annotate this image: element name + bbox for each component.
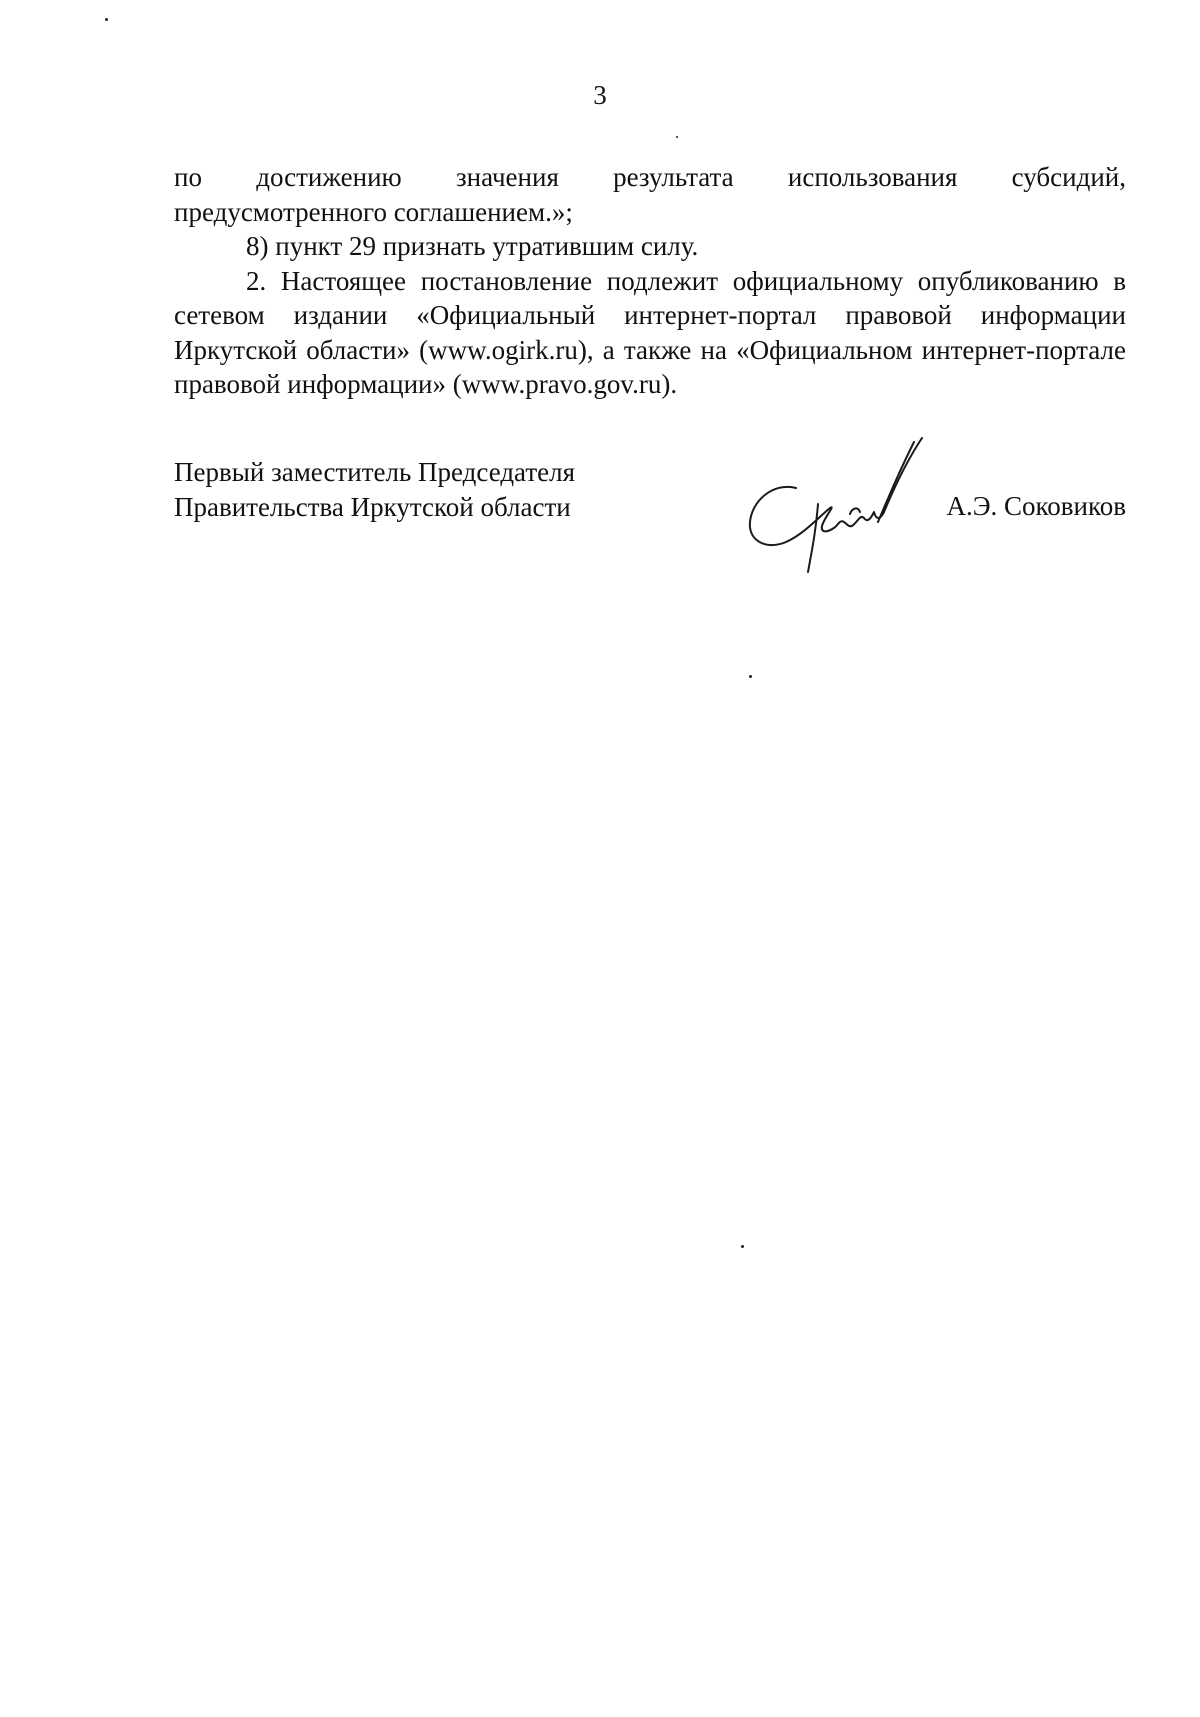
signer-title-line-2: Правительства Иркутской области — [174, 491, 571, 522]
page-number: 3 — [593, 80, 607, 110]
scan-speck — [105, 18, 108, 21]
document-body — [174, 160, 1126, 402]
paragraph-continuation-end: предусмотренного соглашением.»; — [174, 196, 573, 227]
paragraph-point-2: 2. Настоящее постановление подлежит официальному опубликованию в сетевом издании «Официальный интернет-портал правовой информации Иркутской области» (www.ogirk.ru), а также на «Официальном интернет-портале правовой информации» (www.pravo.gov.ru). — [174, 265, 1126, 399]
paragraph-item-8: 8) пункт 29 признать утратившим силу. — [246, 231, 699, 261]
paragraph-continuation: по достижению значения результата использования субсидий, — [174, 162, 1126, 192]
signer-title — [174, 455, 734, 524]
scan-speck — [676, 136, 678, 138]
scan-speck — [749, 675, 752, 678]
handwritten-signature-icon — [734, 400, 924, 590]
scan-speck — [741, 1245, 744, 1248]
signer-title-line-1: Первый заместитель Председателя — [174, 457, 576, 487]
signature-block — [174, 455, 1126, 575]
signer-name: А.Э. Соковиков — [946, 491, 1126, 521]
